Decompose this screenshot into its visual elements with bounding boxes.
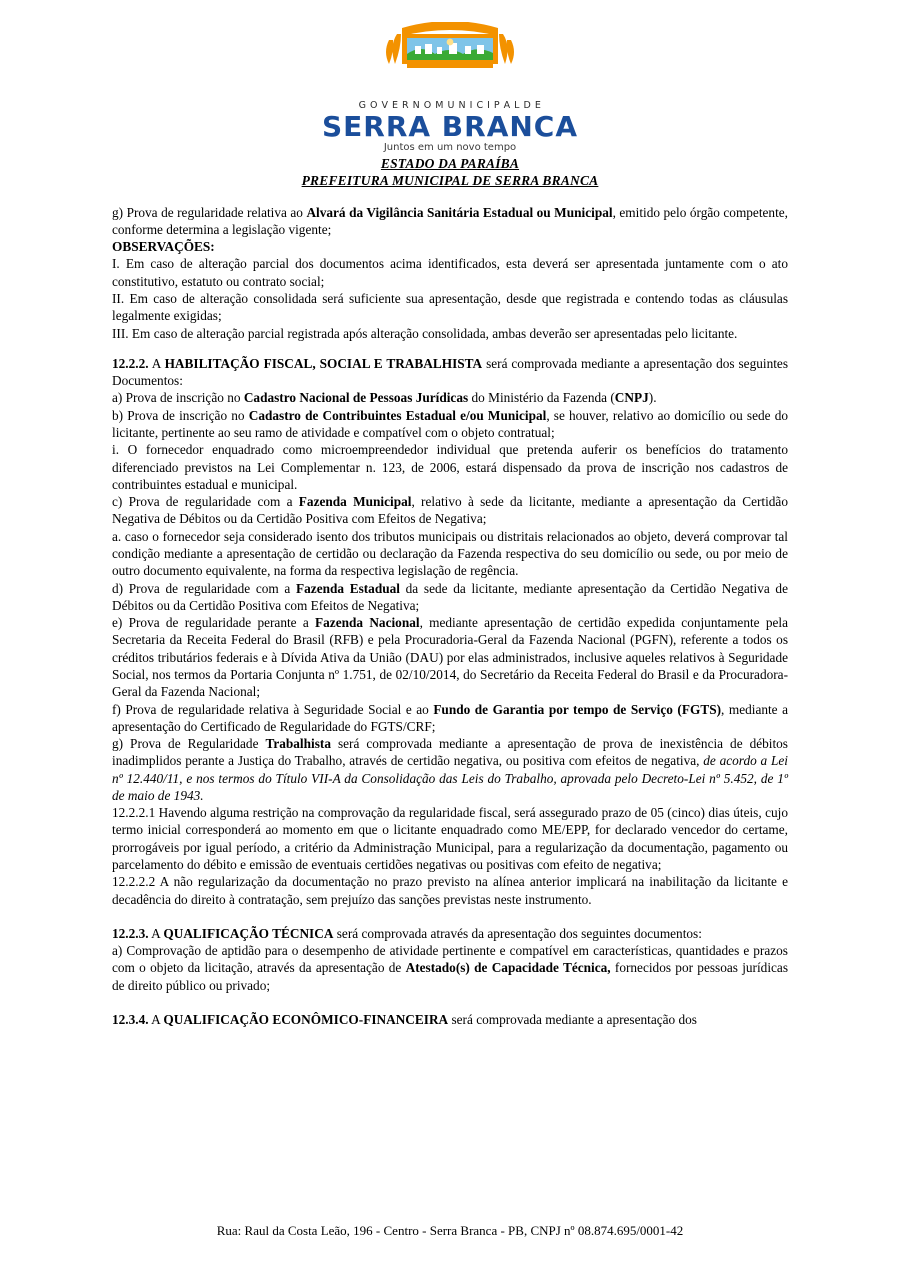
section-12-2-3-lead: A [148, 925, 164, 941]
section-12-2-3-number: 12.2.3. [112, 925, 149, 941]
alvara-prefix: g) Prova de regularidade relativa ao [112, 204, 307, 220]
section-12-3-4-lead: A [148, 1012, 164, 1028]
item-g-mid: será comprovada mediante a apresentação de prova de inexistência de débitos inadimplidos perante a Justiça do Trabalho, através de certidão negativa, ou positiva com efeitos de negativa, [112, 736, 788, 769]
item-c-pre: c) Prova de regularidade com a [112, 494, 299, 510]
observacao-1: I. Em caso de alteração parcial dos documentos acima identificados, esta deverá ser apresentada juntamente com o ato constitutivo, estatuto ou contrato social; [112, 256, 788, 289]
item-d-fazenda-estadual [112, 580, 788, 615]
coat-of-arms-icon [345, 22, 555, 100]
item-f-end: , mediante a apresentação do Certificado de Regularidade do FGTS/CRF; [112, 701, 789, 734]
section-12-2-3 [112, 925, 788, 942]
item-f-fgts [112, 701, 788, 736]
item-e-end: , mediante apresentação de certidão expedida conjuntamente pela Secretaria da Receita Federal do Brasil (RFB) e pela Procuradoria-Geral da Fazenda Nacional (PGFN), referente a todos os créditos tributários federais e à Dívida Ativa da União (DAU) por elas administrados, inclusive aqueles relativos à Seguridade Social, nos termos da Portaria Conjunta nº 1.751, de 02/10/2014, do Secretário da Receita Federal do Brasil e da Procuradora-Geral da Fazenda Nacional; [112, 615, 788, 700]
item-d-bold: Fazenda Estadual [296, 580, 400, 596]
section-12-2-2-lead: A [148, 355, 165, 371]
item-g-bold: Trabalhista [265, 736, 331, 752]
alvara-suffix: , emitido pelo órgão competente, conforme determina a legislação vigente; [112, 204, 788, 237]
observacoes-title-text: OBSERVAÇÕES: [112, 239, 215, 255]
logo-title: SERRA BRANCA [321, 109, 579, 143]
section-12-3-4-tail: será comprovada mediante a apresentação dos [448, 1012, 697, 1028]
section-12-2-2-1: 12.2.2.1 Havendo alguma restrição na comprovação da regularidade fiscal, será assegurado prazo de 05 (cinco) dias úteis, cujo termo inicial corresponderá ao momento em que o licitante enquadrado como ME/EPP, for declarado vencedor do certame, prorrogáveis por igual período, a critério da Administração Municipal, para a regularização da documentação, pagamento ou parcelamento do débito e emissão de eventuais certidões negativas ou positivas com efeito de negativa; [112, 805, 788, 873]
item-c-end: , relativo à sede da licitante, mediante a apresentação da Certidão Negativa de Débitos ou da Certidão Positiva com Efeitos de Negativa; [112, 494, 788, 527]
item-a-atestado-pre: a) Comprovação de aptidão para o desempenho de atividade pertinente e compatível em características, quantidades e prazos com o objeto da licitação, através da apresentação de [112, 943, 788, 976]
item-a-end: ). [648, 390, 657, 406]
item-a-atestado [112, 942, 788, 994]
item-c-bold: Fazenda Municipal [298, 494, 412, 510]
section-12-2-2-bold: HABILITAÇÃO FISCAL, SOCIAL E TRABALHISTA [164, 355, 483, 371]
observacao-2: II. Em caso de alteração consolidada será suficiente sua apresentação, desde que registrada e contendo todas as cláusulas legalmente exigidas; [112, 291, 788, 324]
header-city-line: PREFEITURA MUNICIPAL DE SERRA BRANCA [301, 172, 599, 188]
item-d-pre: d) Prova de regularidade com a [112, 580, 297, 596]
item-f-pre: f) Prova de regularidade relativa à Seguridade Social e ao [112, 701, 434, 717]
alvara-bold: Alvará da Vigilância Sanitária Estadual ou Municipal [306, 204, 613, 220]
item-a-atestado-bold: Atestado(s) de Capacidade Técnica, [405, 960, 611, 976]
item-a-bold1: Cadastro Nacional de Pessoas Jurídicas [243, 390, 469, 406]
logo-slogan: Juntos em um novo tempo [383, 141, 517, 153]
section-12-2-2-tail: será comprovada mediante a apresentação dos seguintes Documentos: [112, 355, 788, 389]
item-b-pre: b) Prova de inscrição no [112, 407, 249, 423]
logo-top-text: G O V E R N O M U N I C I P A L D E [358, 100, 542, 111]
item-d-end: da sede da licitante, mediante apresentação da Certidão Negativa de Débitos ou da Certidão Positiva com Efeitos de Negativa; [112, 580, 788, 613]
observacoes-title [112, 238, 788, 255]
item-e-fazenda-nacional [112, 614, 788, 700]
item-e-pre: e) Prova de regularidade perante a [112, 615, 316, 631]
section-12-3-4-bold: QUALIFICAÇÃO ECONÔMICO-FINANCEIRA [163, 1012, 449, 1028]
item-g-pre: g) Prova de Regularidade [112, 736, 266, 752]
item-a-atestado-end: fornecidos por pessoas jurídicas de direito público ou privado; [112, 960, 788, 993]
item-b-end: , se houver, relativo ao domicílio ou sede do licitante, pertinente ao seu ramo de atividade e compatível com o objeto contratual; [112, 407, 789, 441]
section-12-3-4 [112, 1011, 788, 1028]
document-body [112, 204, 788, 1029]
item-b-bold: Cadastro de Contribuintes Estadual e/ou Municipal [248, 407, 547, 423]
section-12-2-2-number: 12.2.2. [112, 355, 149, 371]
header-state-line: ESTADO DA PARAÍBA [380, 155, 520, 171]
item-a-bold2: CNPJ [614, 390, 649, 406]
item-f-bold: Fundo de Garantia por tempo de Serviço (FGTS) [433, 701, 722, 717]
item-g-trabalhista [112, 735, 788, 804]
paragraph-alvara [112, 204, 788, 239]
item-a-pre: a) Prova de inscrição no [112, 390, 244, 406]
item-e-bold: Fazenda Nacional [315, 615, 420, 631]
document-header [112, 22, 788, 190]
item-g-italic: de acordo a Lei nº 12.440/11, e nos termos do Título VII-A da Consolidação das Leis do Trabalho, aprovada pelo Decreto-Lei nº 5.452, de 1º de maio de 1943. [112, 753, 788, 803]
brasao-image [345, 22, 555, 100]
section-12-2-3-tail: será comprovada através da apresentação dos seguintes documentos: [333, 925, 702, 941]
page-footer: Rua: Raul da Costa Leão, 196 - Centro - Serra Branca - PB, CNPJ nº 08.874.695/0001-42 [216, 1223, 684, 1238]
item-b-contribuintes [112, 407, 788, 442]
item-a-cnpj [112, 389, 788, 406]
section-12-3-4-number: 12.3.4. [112, 1012, 149, 1028]
item-c-fazenda-municipal [112, 493, 788, 528]
section-12-2-2-2: 12.2.2.2 A não regularização da documentação no prazo previsto na alínea anterior implicará na inabilitação da licitante e decadência do direito à contratação, sem prejuízo das sanções previstas neste instrumento. [112, 874, 788, 907]
section-12-2-2 [112, 355, 788, 390]
city-logo [322, 22, 578, 156]
item-c-a-isento: a. caso o fornecedor seja considerado isento dos tributos municipais ou distritais relacionados ao objeto, deverá comprovar tal condição mediante a apresentação de certidão ou declaração da Fazenda respectiva do seu domicílio ou sede, ou por meio de outro documento equivalente, na forma da respectiva legislação de regência. [112, 528, 788, 579]
item-a-mid: do Ministério da Fazenda ( [468, 390, 615, 406]
item-i-mei: i. O fornecedor enquadrado como microempreendedor individual que pretenda auferir os benefícios do tratamento diferenciado previstos na Lei Complementar n. 123, de 2006, estará dispensado da prova de inscrição nos cadastros de contribuintes estadual e municipal. [112, 442, 788, 492]
observacao-3: III. Em caso de alteração parcial registrada após alteração consolidada, ambas deverão ser apresentadas pelo licitante. [112, 325, 738, 341]
section-12-2-3-bold: QUALIFICAÇÃO TÉCNICA [163, 925, 334, 941]
